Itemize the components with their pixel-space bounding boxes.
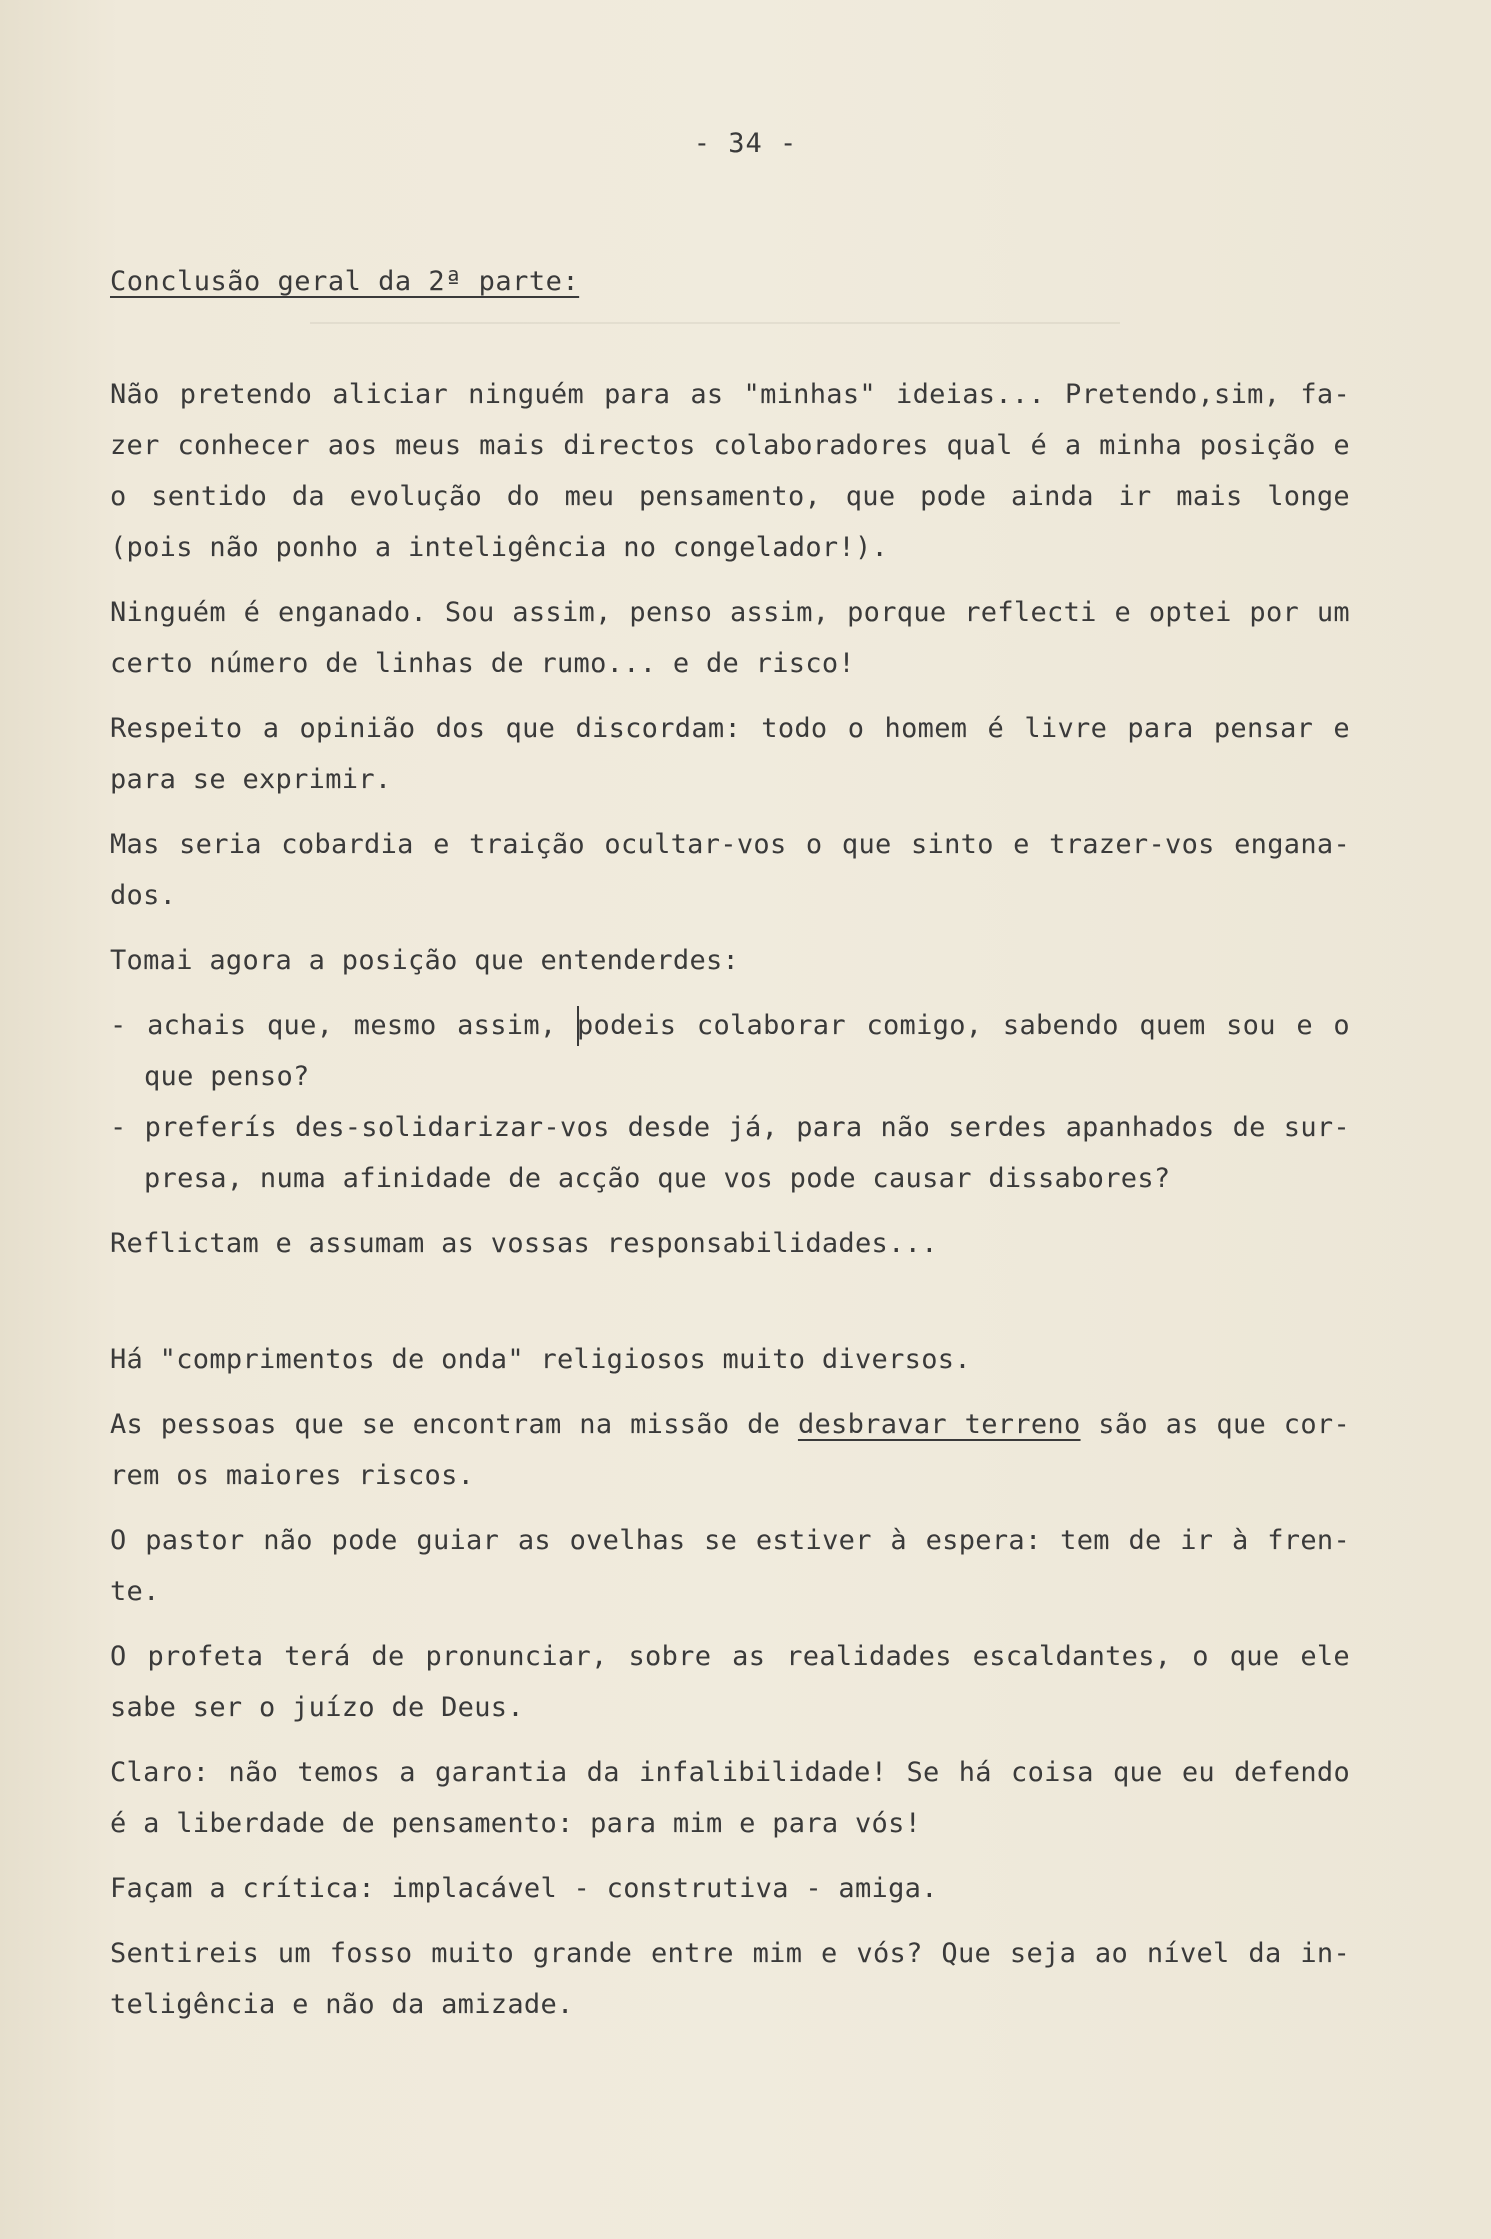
paragraph-reflect: Reflictam e assumam as vossas responsabilidades... <box>110 1228 938 1259</box>
page-number: - 34 - <box>693 128 798 159</box>
paragraph-cowardice: Mas seria cobardia e traição ocultar-vos o que sinto e trazer-vos engana-dos. <box>110 829 1350 911</box>
option-dissociate: - preferís des-solidarizar-vos desde já, para não serdes apanhados de sur-presa, numa afinidade de acção que vos pode causar dissabores? <box>110 1112 1350 1194</box>
first-block <box>110 369 1350 1269</box>
paragraph-wavelengths: Há "comprimentos de onda" religiosos muito diversos. <box>110 1344 971 1375</box>
option-collaborate-rest: podeis colaborar comigo, sabendo quem sou e o que penso? <box>144 1010 1350 1092</box>
paragraph-prophet: O profeta terá de pronunciar, sobre as realidades escaldantes, o que ele sabe ser o juízo de Deus. <box>110 1641 1350 1723</box>
paragraph-pioneers <box>110 1399 1350 1501</box>
pioneers-text-before: As pessoas que se encontram na missão de <box>110 1409 798 1440</box>
paragraph-take-position: Tomai agora a posição que entenderdes: <box>110 945 740 976</box>
paragraph-intro: Não pretendo aliciar ninguém para as "minhas" ideias... Pretendo,sim, fa-zer conhecer aos meus mais directos colaboradores qual é a minha posição e o sentido da evolução do meu pensamento, que pode ainda ir mais longe (pois não ponho a inteligência no congelador!). <box>110 379 1350 563</box>
paragraph-critique: Façam a crítica: implacável - construtiva - amiga. <box>110 1873 938 1904</box>
paragraph-respect-opinion: Respeito a opinião dos que discordam: todo o homem é livre para pensar e para se exprimir. <box>110 713 1350 795</box>
pioneers-text-after: são as que cor-rem os maiores riscos. <box>110 1409 1350 1491</box>
paragraph-infallibility: Claro: não temos a garantia da infalibilidade! Se há coisa que eu defendo é a liberdade de pensamento: para mim e para vós! <box>110 1757 1350 1839</box>
paragraph-no-one-deceived: Ninguém é enganado. Sou assim, penso assim, porque reflecti e optei por um certo número de linhas de rumo... e de risco! <box>110 597 1350 679</box>
pioneers-underlined-phrase: desbravar terreno <box>797 1409 1081 1440</box>
option-collaborate <box>110 1000 1350 1102</box>
section-heading: Conclusão geral da 2ª parte: <box>110 266 580 297</box>
option-collaborate-prefix: - achais que, mesmo assim, <box>110 1010 577 1041</box>
bleed-through-rule <box>310 322 1120 324</box>
options-list <box>110 1000 1350 1204</box>
paragraph-pastor: O pastor não pode guiar as ovelhas se estiver à espera: tem de ir à fren-te. <box>110 1525 1350 1607</box>
second-block <box>110 1334 1350 2030</box>
paragraph-gap: Sentireis um fosso muito grande entre mim e vós? Que seja ao nível da in-teligência e não da amizade. <box>110 1938 1350 2020</box>
